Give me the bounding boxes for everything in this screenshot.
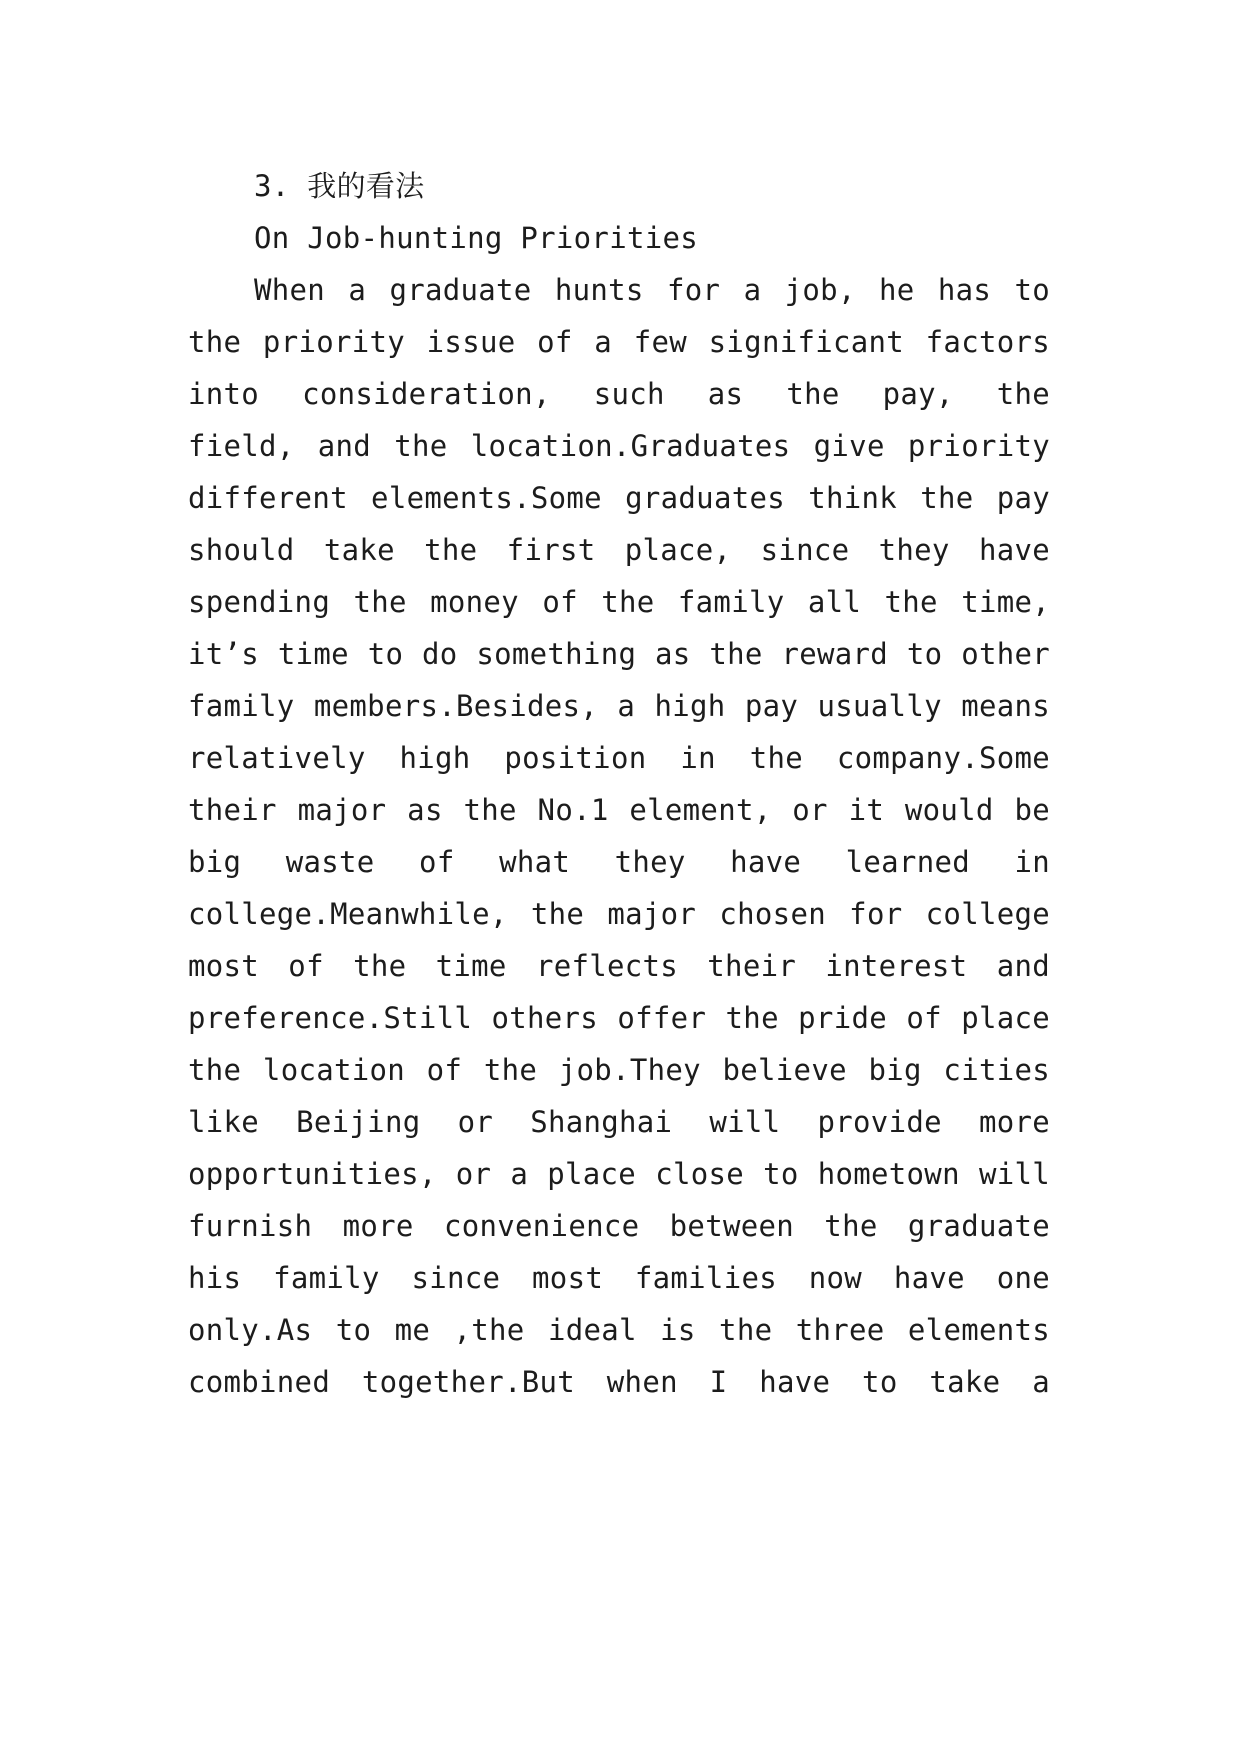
paragraph-line: family members.Besides, a high pay usually means [188,689,1050,723]
paragraph-line: should take the first place, since they have [188,533,1050,567]
paragraph-line: field, and the location.Graduates give priority [188,429,1050,463]
section-heading: 3. 我的看法 [254,169,425,203]
paragraph-line: furnish more convenience between the graduate [188,1209,1050,1243]
paragraph-line: preference.Still others offer the pride of place [188,1001,1050,1035]
paragraph-line: college.Meanwhile, the major chosen for college [188,897,1050,931]
paragraph-line: big waste of what they have learned in [188,845,1050,879]
paragraph-line: spending the money of the family all the time, [188,585,1050,619]
paragraph-line: different elements.Some graduates think the pay [188,481,1050,515]
paragraph-line: like Beijing or Shanghai will provide more [188,1105,1050,1139]
paragraph-line: it’s time to do something as the reward to other [188,637,1050,671]
paragraph-line: opportunities, or a place close to hometown will [188,1157,1050,1191]
paragraph-line: the priority issue of a few significant factors [188,325,1050,359]
essay-title: On Job-hunting Priorities [254,221,698,255]
paragraph-line: the location of the job.They believe big cities [188,1053,1050,1087]
paragraph-line: into consideration, such as the pay, the [188,377,1050,411]
paragraph-line: combined together.But when I have to take a [188,1365,1050,1399]
paragraph-line: When a graduate hunts for a job, he has to [254,273,1050,307]
paragraph-line: their major as the No.1 element, or it would be [188,793,1050,827]
paragraph-line: most of the time reflects their interest and [188,949,1050,983]
paragraph-line: only.As to me ,the ideal is the three elements [188,1313,1050,1347]
paragraph-line: his family since most families now have one [188,1261,1050,1295]
paragraph-line: relatively high position in the company.Some [188,741,1050,775]
